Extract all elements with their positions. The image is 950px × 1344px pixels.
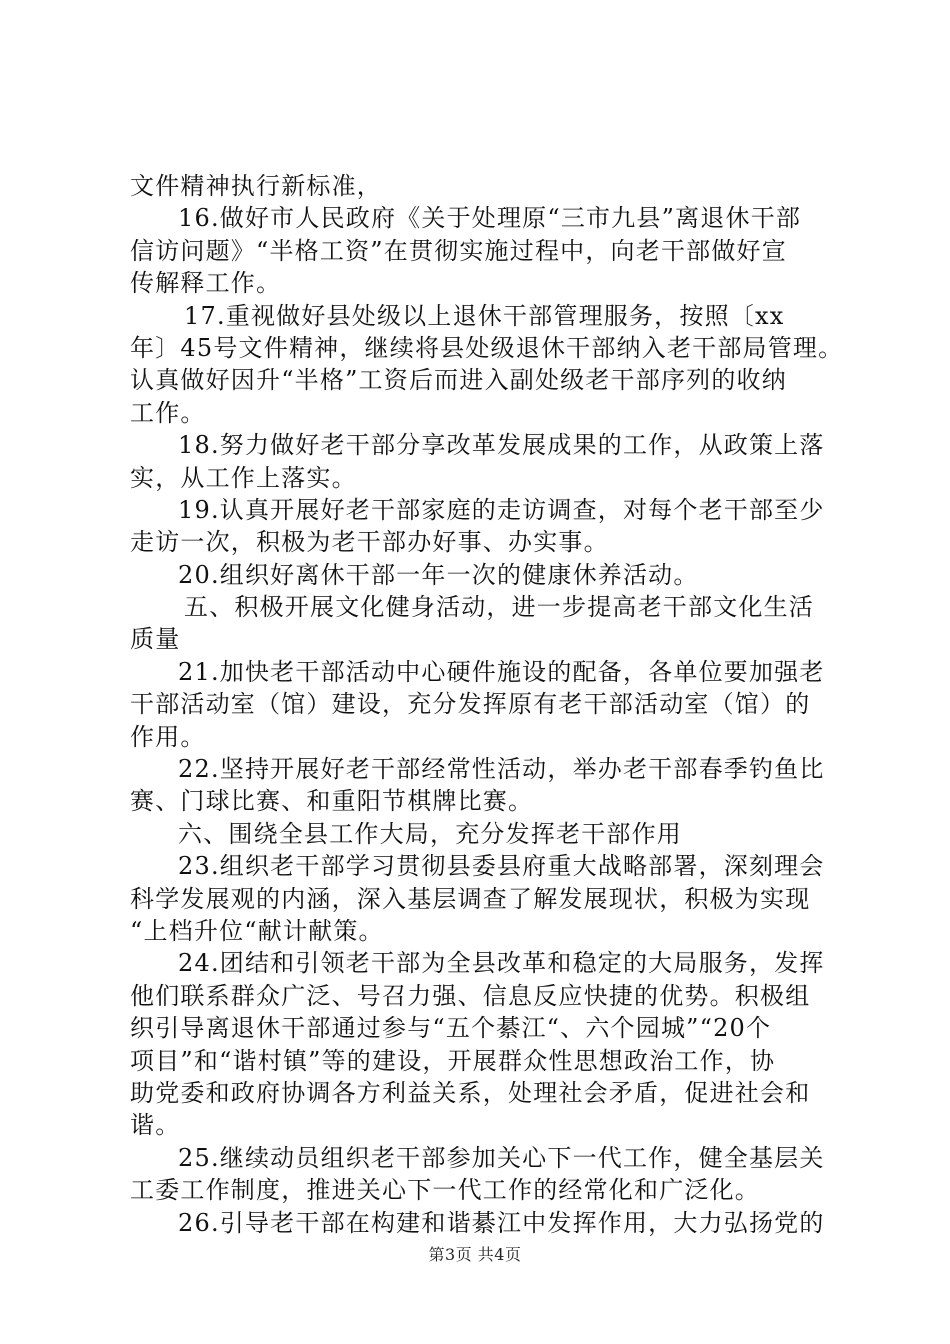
text-line: 实，从工作上落实。 (130, 463, 357, 492)
text-line: 19.认真开展好老干部家庭的走访调查，对每个老干部至少 (178, 495, 825, 524)
text-line: 23.组织老干部学习贯彻县委县府重大战略部署，深刻理会 (178, 852, 825, 881)
section-heading: 六、围绕全县工作大局，充分发挥老干部作用 (178, 819, 682, 848)
page-footer: 第3页 共4页 (428, 1245, 522, 1264)
text-line: 年〕45号文件精神，继续将县处级退休干部纳入老干部局管理。 (130, 333, 844, 362)
text-line: 工委工作制度，推进关心下一代工作的经常化和广泛化。 (130, 1176, 760, 1205)
text-line: 传解释工作。 (130, 269, 282, 298)
text-line: 25.继续动员组织老干部参加关心下一代工作，健全基层关 (178, 1143, 825, 1172)
section-heading: 质量 (130, 625, 181, 654)
text-line: 22.坚持开展好老干部经常性活动，举办老干部春季钓鱼比 (178, 755, 825, 784)
text-line: 谐。 (130, 1111, 181, 1140)
text-line: 信访问题》“半格工资”在贯彻实施过程中，向老干部做好宣 (130, 236, 787, 265)
text-line: 工作。 (130, 398, 206, 427)
text-line: 16.做好市人民政府《关于处理原“三市九县”离退休干部 (178, 204, 802, 233)
text-line: 26.引导老干部在构建和谐綦江中发挥作用，大力弘扬党的 (178, 1208, 825, 1237)
section-heading: 五、积极开展文化健身活动，进一步提高老干部文化生活 (184, 593, 814, 622)
document-body (130, 170, 844, 1239)
text-line: 24.团结和引领老干部为全县改革和稳定的大局服务，发挥 (178, 949, 825, 978)
text-line: 20.组织好离休干部一年一次的健康休养活动。 (178, 560, 699, 589)
text-line: 认真做好因升“半格”工资后而进入副处级老干部序列的收纳 (130, 366, 787, 395)
text-line: 文件精神执行新标准， (130, 172, 382, 200)
text-line: 织引导离退休干部通过参与“五个綦江“、六个园城”“20个 (130, 1014, 772, 1043)
text-line: “上档升位“献计献策。 (130, 916, 384, 945)
text-line: 干部活动室（馆）建设，充分发挥原有老干部活动室（馆）的 (130, 690, 811, 719)
text-line: 21.加快老干部活动中心硬件施设的配备，各单位要加强老 (178, 657, 825, 686)
text-line: 项目”和“谐村镇”等的建设，开展群众性思想政治工作，协 (130, 1046, 776, 1075)
text-line: 助党委和政府协调各方利益关系，处理社会矛盾，促进社会和 (130, 1078, 811, 1107)
text-line: 他们联系群众广泛、号召力强、信息反应快捷的优势。积极组 (130, 981, 811, 1010)
text-line: 17.重视做好县处级以上退休干部管理服务，按照〔xx (184, 301, 785, 330)
text-line: 走访一次，积极为老干部办好事、办实事。 (130, 528, 609, 557)
text-line: 科学发展观的内涵，深入基层调查了解发展现状，积极为实现 (130, 884, 811, 913)
text-line: 作用。 (130, 722, 206, 751)
text-line: 18.努力做好老干部分享改革发展成果的工作，从政策上落 (178, 431, 825, 460)
text-line: 赛、门球比赛、和重阳节棋牌比赛。 (130, 787, 534, 816)
